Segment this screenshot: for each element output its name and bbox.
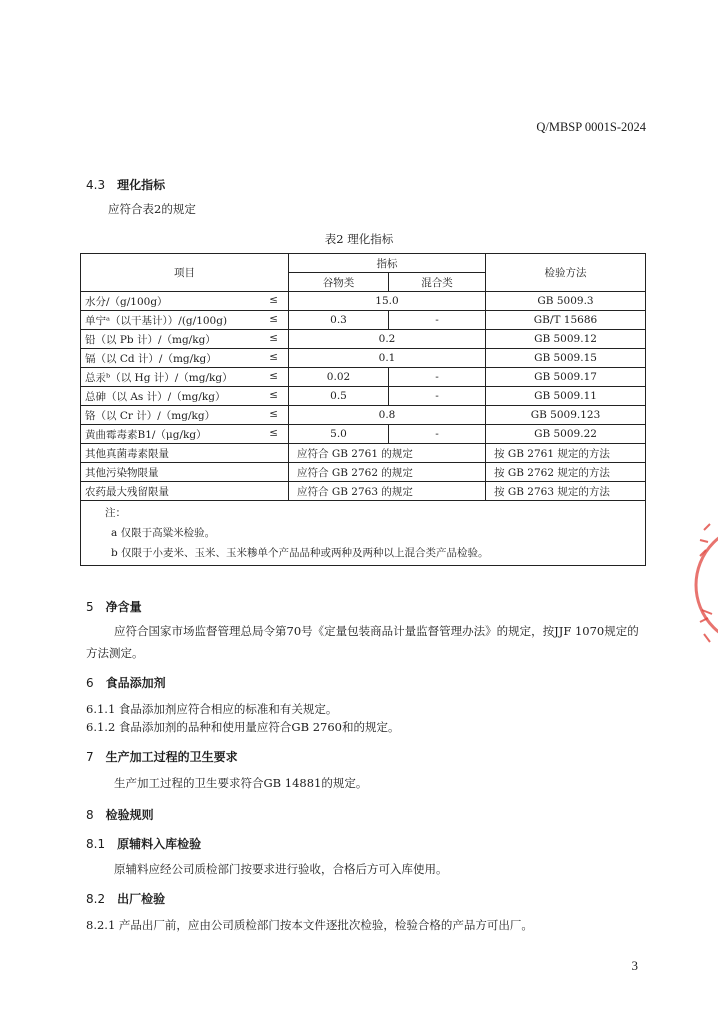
item-name: 总汞ᵇ（以 Hg 计）/（mg/kg） <box>85 371 233 384</box>
table-row <box>81 349 646 368</box>
item-cell <box>81 349 289 368</box>
item-name: 单宁ᵃ（以干基计））/(g/100g) <box>85 314 228 327</box>
item-operator: ≤ <box>269 331 278 344</box>
notes-title: 注： <box>105 507 126 519</box>
section-7-heading <box>86 748 238 765</box>
section-6-1-2: 6.1.2 食品添加剂的品种和使用量应符合GB 2760和的规定。 <box>86 720 400 734</box>
item-name: 其他真菌毒素限量 <box>85 447 169 460</box>
method-cell: 按 GB 2763 规定的方法 <box>486 482 646 501</box>
item-cell <box>81 368 289 387</box>
section-6-heading <box>86 674 166 691</box>
index-value-merged: 0.1 <box>289 349 486 368</box>
table-row <box>81 463 646 482</box>
grain-value: 5.0 <box>289 425 389 444</box>
section-title: 净含量 <box>105 600 142 614</box>
item-cell <box>81 463 289 482</box>
section-number: 4.3 <box>86 178 106 192</box>
mixed-value: - <box>389 311 486 330</box>
item-operator: ≤ <box>269 293 278 306</box>
item-operator: ≤ <box>269 426 278 439</box>
item-cell <box>81 330 289 349</box>
item-cell <box>81 292 289 311</box>
table-row <box>81 406 646 425</box>
table-caption: 表2 理化指标 <box>324 232 394 246</box>
item-name: 镉（以 Cd 计）/（mg/kg） <box>85 352 217 365</box>
red-seal-stamp <box>686 500 718 670</box>
section-number: 7 <box>86 750 94 764</box>
section-title: 理化指标 <box>117 178 166 192</box>
section-7-text: 生产加工过程的卫生要求符合GB 14881的规定。 <box>114 776 368 790</box>
grain-value: 0.3 <box>289 311 389 330</box>
section-5-heading <box>86 598 142 615</box>
section-title: 生产加工过程的卫生要求 <box>105 750 238 764</box>
index-value-merged: 0.8 <box>289 406 486 425</box>
header-mixed: 混合类 <box>389 273 486 292</box>
method-cell: GB/T 15686 <box>486 311 646 330</box>
table-row <box>81 311 646 330</box>
item-operator: ≤ <box>269 388 278 401</box>
item-cell <box>81 406 289 425</box>
document-number: Q/MBSP 0001S-2024 <box>536 120 646 134</box>
section-8-2-heading <box>86 890 165 907</box>
mixed-value: - <box>389 425 486 444</box>
section-5-text: 应符合国家市场监督管理总局令第70号《定量包装商品计量监督管理办法》的规定，按JJF 1070规定的方法测定。 <box>86 624 639 660</box>
method-cell: 按 GB 2761 规定的方法 <box>486 444 646 463</box>
section-8-1-heading <box>86 835 201 852</box>
index-value-merged: 应符合 GB 2763 的规定 <box>289 482 486 501</box>
note-b: b 仅限于小麦米、玉米、玉米糁单个产品品种或两种及两种以上混合类产品检验。 <box>111 547 489 559</box>
table-row <box>81 482 646 501</box>
item-operator: ≤ <box>269 369 278 382</box>
section-4-3-heading <box>86 176 165 193</box>
index-value-merged: 0.2 <box>289 330 486 349</box>
index-value-merged: 应符合 GB 2762 的规定 <box>289 463 486 482</box>
section-title: 食品添加剂 <box>105 676 166 690</box>
section-number: 8 <box>86 808 94 822</box>
method-cell: GB 5009.15 <box>486 349 646 368</box>
note-a: a 仅限于高粱米检验。 <box>111 527 216 539</box>
method-cell: GB 5009.12 <box>486 330 646 349</box>
method-cell: GB 5009.11 <box>486 387 646 406</box>
item-cell <box>81 425 289 444</box>
page-number: 3 <box>631 958 638 973</box>
table-row <box>81 444 646 463</box>
item-cell <box>81 444 289 463</box>
item-operator: ≤ <box>269 407 278 420</box>
section-8-1-text: 原辅料应经公司质检部门按要求进行验收，合格后方可入库使用。 <box>114 862 448 876</box>
section-number: 8.2 <box>86 892 106 906</box>
section-6-1-1: 6.1.1 食品添加剂应符合相应的标准和有关规定。 <box>86 702 338 716</box>
table-row <box>81 387 646 406</box>
item-cell <box>81 311 289 330</box>
section-title: 原辅料入库检验 <box>117 837 202 851</box>
item-name: 水分/（g/100g） <box>85 295 168 308</box>
section-number: 8.1 <box>86 837 106 851</box>
item-name: 农药最大残留限量 <box>85 485 169 498</box>
item-cell <box>81 482 289 501</box>
table-row <box>81 368 646 387</box>
item-name: 黄曲霉毒素B1/（μg/kg） <box>85 428 207 441</box>
method-cell: 按 GB 2762 规定的方法 <box>486 463 646 482</box>
mixed-value: - <box>389 387 486 406</box>
section-number: 6 <box>86 676 94 690</box>
index-value-merged: 应符合 GB 2761 的规定 <box>289 444 486 463</box>
item-name: 铅（以 Pb 计）/（mg/kg） <box>85 333 216 346</box>
mixed-value: - <box>389 368 486 387</box>
section-number: 5 <box>86 600 94 614</box>
method-cell: GB 5009.3 <box>486 292 646 311</box>
method-cell: GB 5009.22 <box>486 425 646 444</box>
section-4-3-text: 应符合表2的规定 <box>108 202 196 216</box>
grain-value: 0.5 <box>289 387 389 406</box>
item-name: 铬（以 Cr 计）/（mg/kg） <box>85 409 216 422</box>
item-name: 其他污染物限量 <box>85 466 159 479</box>
section-8-heading <box>86 806 154 823</box>
header-item: 项目 <box>81 254 289 292</box>
section-title: 检验规则 <box>105 808 154 822</box>
header-grain: 谷物类 <box>289 273 389 292</box>
table-notes <box>81 501 646 566</box>
section-title: 出厂检验 <box>117 892 166 906</box>
grain-value: 0.02 <box>289 368 389 387</box>
item-operator: ≤ <box>269 350 278 363</box>
physicochemical-table <box>80 253 646 566</box>
table-row <box>81 425 646 444</box>
item-name: 总砷（以 As 计）/（mg/kg） <box>85 390 226 403</box>
header-method: 检验方法 <box>486 254 646 292</box>
item-cell <box>81 387 289 406</box>
section-8-2-1-text: 8.2.1 产品出厂前，应由公司质检部门按本文件逐批次检验，检验合格的产品方可出厂。 <box>86 918 533 932</box>
method-cell: GB 5009.123 <box>486 406 646 425</box>
header-index: 指标 <box>289 254 486 273</box>
table-row <box>81 292 646 311</box>
table-row <box>81 330 646 349</box>
method-cell: GB 5009.17 <box>486 368 646 387</box>
index-value-merged: 15.0 <box>289 292 486 311</box>
item-operator: ≤ <box>269 312 278 325</box>
